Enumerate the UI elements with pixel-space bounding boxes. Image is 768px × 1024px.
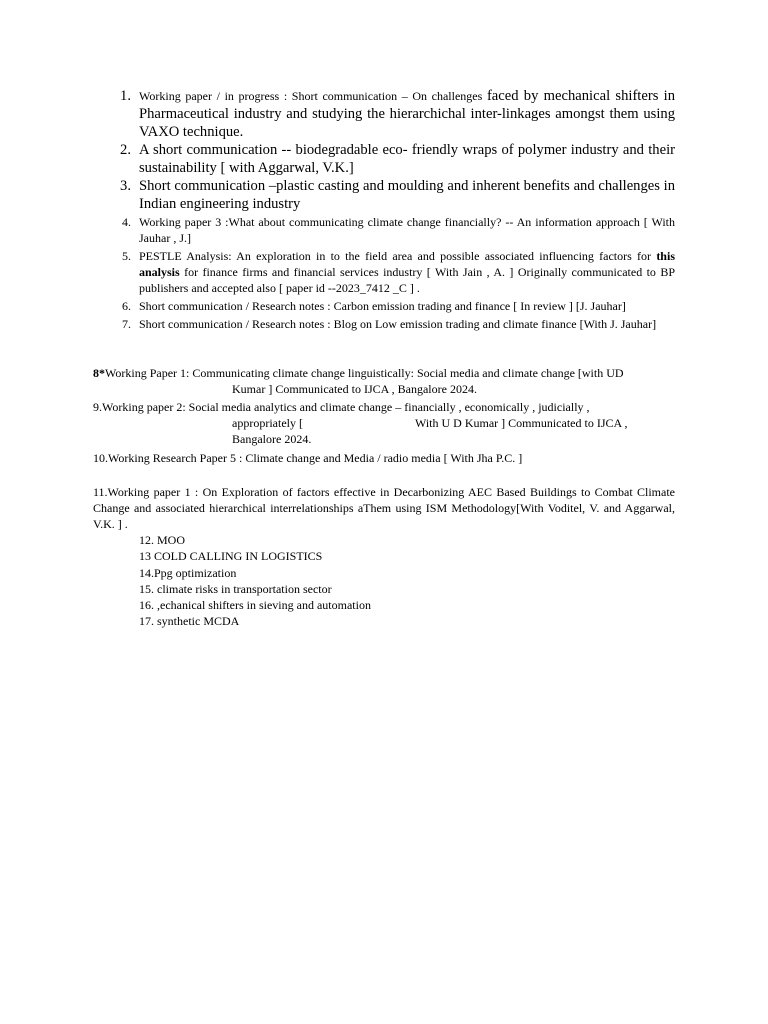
list-text: Short communication / Research notes : Carbon emission trading and finance [ In review ] [J. Jauhar]: [139, 299, 626, 313]
list-text: [139, 248, 675, 296]
list-item: 14.Ppg optimization: [139, 565, 237, 580]
bold-prefix: 8*: [93, 366, 105, 380]
list-text-small: Working paper / in progress : Short communication – On challenges: [139, 89, 487, 103]
working-paper-10: 10.Working Research Paper 5 : Climate change and Media / radio media [ With Jha P.C. ]: [93, 451, 523, 465]
list-number: 5.: [122, 249, 131, 263]
paragraph-line: [93, 365, 675, 381]
list-item: [93, 316, 675, 332]
working-paper-9: [93, 399, 675, 447]
list-text-part: for finance firms and financial services industry [ With Jain , A. ] Originally communicated to BP publishers and accepted also [ paper id --2023_7412 _C ] .: [139, 265, 675, 295]
list-text: Short communication –plastic casting and moulding and inherent benefits and challenges in Indian engineering industry: [139, 178, 675, 212]
working-paper-8: [93, 365, 675, 397]
list-item: 17. synthetic MCDA: [139, 614, 240, 629]
short-list: [139, 532, 371, 630]
paragraph-line: 9.Working paper 2: Social media analytics and climate change – financially , economically , judicially ,: [93, 400, 590, 414]
list-item: [93, 177, 675, 213]
paragraph-text: Working Paper 1: Communicating climate change linguistically: Social media and climate change [with UD: [105, 366, 624, 380]
list-text: Working paper 3 :What about communicating climate change financially? -- An information approach [ With Jauhar , J.]: [139, 215, 675, 245]
list-item: [93, 298, 675, 314]
list-number: 1.: [120, 88, 131, 104]
list-number: 3.: [120, 178, 131, 194]
list-number: 6.: [122, 299, 131, 313]
working-paper-11: 11.Working paper 1 : On Exploration of factors effective in Decarbonizing AEC Based Buildings to Combat Climate Change and associated hierarchical interrelationships aThem using ISM Methodology[With Voditel, V. and Aggarwal, V.K. ] .: [93, 485, 675, 531]
list-item: [93, 248, 675, 296]
paragraph-line: [93, 415, 675, 431]
list-text: A short communication -- biodegradable eco- friendly wraps of polymer industry and their sustainability [ with Aggarwal, V.K.]: [139, 142, 675, 176]
list-item: 15. climate risks in transportation sector: [139, 581, 332, 596]
list-text: [139, 87, 675, 141]
list-number: 4.: [122, 215, 131, 229]
paragraph-text: appropriately [: [232, 416, 303, 430]
paragraph-line: Kumar ] Communicated to IJCA , Bangalore 2024.: [232, 382, 477, 396]
list-text: Short communication / Research notes : Blog on Low emission trading and climate finance [With J. Jauhar]: [139, 317, 657, 331]
list-text-part: PESTLE Analysis: An exploration in to the field area and possible associated influencing factors for: [139, 249, 657, 263]
list-item: [93, 87, 675, 141]
list-item: 13 COLD CALLING IN LOGISTICS: [139, 549, 323, 564]
list-number: 7.: [122, 317, 131, 331]
list-item: 16. ,echanical shifters in sieving and automation: [139, 598, 371, 613]
list-item: [93, 214, 675, 246]
numbered-list: [93, 87, 675, 332]
list-text-bold: this analysis: [139, 249, 675, 279]
list-item: 12. MOO: [139, 533, 186, 547]
list-text-large: faced by mechanical shifters in Pharmaceutical industry and studying the hierarchichal inter-linkages amongst them using VAXO technique.: [139, 88, 676, 140]
list-item: [93, 141, 675, 177]
list-number: 2.: [120, 142, 131, 158]
paragraph-text: With U D Kumar ] Communicated to IJCA ,: [415, 416, 628, 430]
paragraph-line: Bangalore 2024.: [232, 432, 312, 446]
